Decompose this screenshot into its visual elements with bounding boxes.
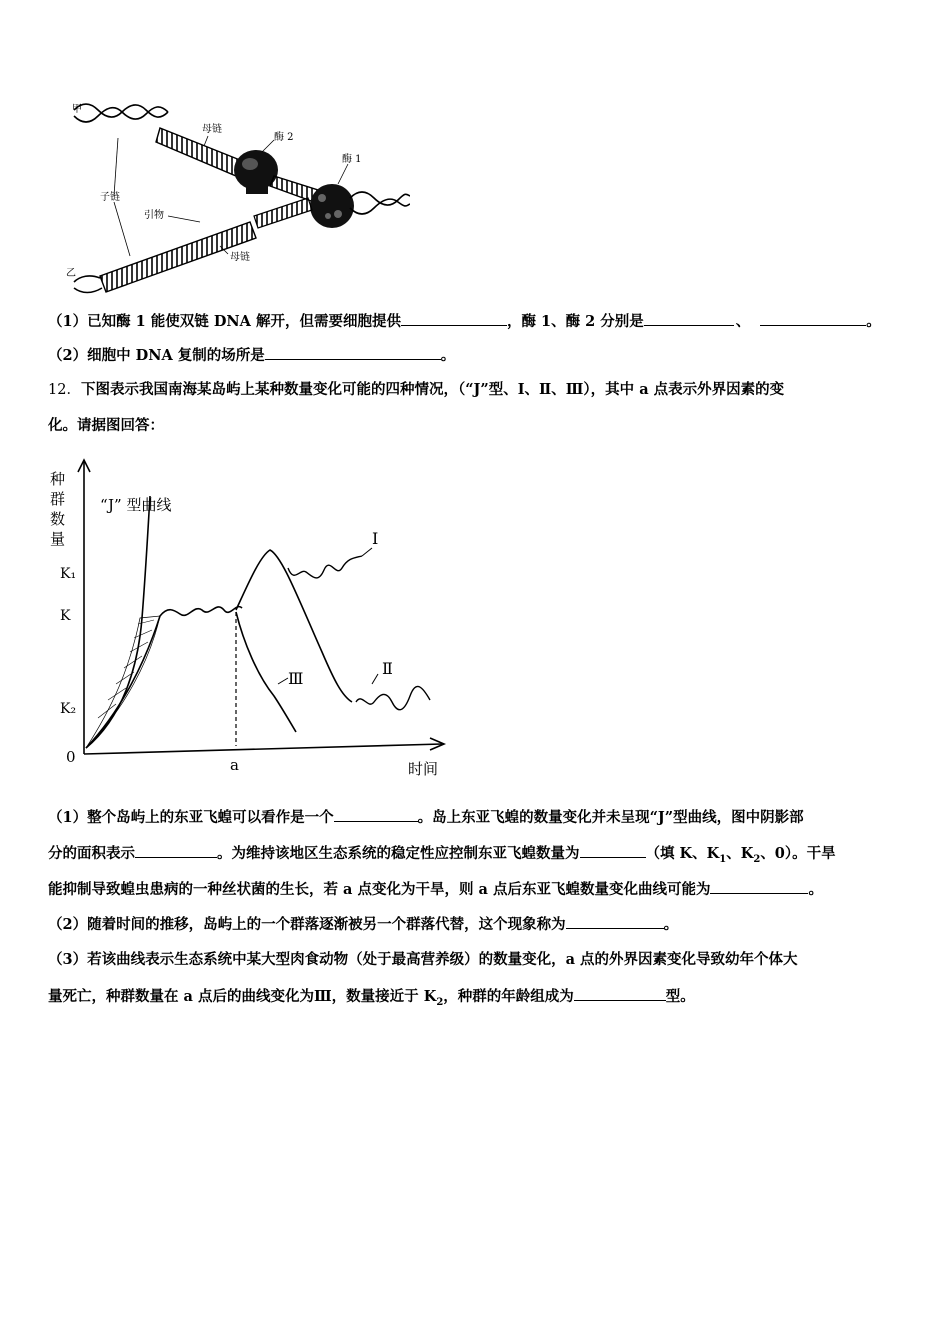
enzyme-2-shape (234, 150, 278, 194)
q11-part2: （2）细胞中 DNA 复制的场所是 。 (48, 347, 456, 364)
s-curve (86, 607, 242, 748)
helix-upper-left (74, 104, 168, 122)
q12-stem-line1: 12．下图表示我国南海某岛屿上某种数量变化可能的四种情况，（“J”型、Ⅰ、Ⅱ、Ⅲ），其中 a 点表示外界因素的变 (48, 381, 785, 398)
label-mother-strand-bottom: 母链 (230, 252, 250, 263)
tick-k2: K₂ (60, 701, 77, 717)
q12-stem-line2: 化。请据图回答： (48, 417, 164, 434)
q12-part3-line1: （3）若该曲线表示生态系统中某大型肉食动物（处于最高营养级）的数量变化，a 点的外界因素变化导致幼年个体大 (48, 951, 798, 968)
q12-part3-line2: 量死亡，种群数量在 a 点后的曲线变化为Ⅲ，数量接近于 $K_2$，种群的年龄组成为 型。 (48, 988, 695, 1008)
label-daughter-strand: 子链 (100, 192, 120, 203)
answer-blank[interactable] (710, 879, 808, 894)
curve-I-oscillation (288, 556, 362, 578)
j-curve (86, 496, 150, 748)
y-label-3: 数 (50, 510, 66, 528)
tick-k: K (60, 608, 71, 624)
origin-label: 0 (66, 748, 76, 766)
q12-part1-line3: 能抑制导致蝗虫患病的一种丝状菌的生长，若 a 点变化为干旱，则 a 点后东亚飞蝗数量变化曲线可能为 。 (48, 881, 823, 898)
y-label-2: 群 (50, 490, 66, 508)
answer-blank[interactable] (760, 311, 866, 326)
curve-III (236, 612, 296, 732)
q11-part1: （1）已知酶 1 能使双链 DNA 解开，但需要细胞提供 ，酶 1、酶 2 分别是 、 。 (48, 313, 881, 330)
a-point-label: a (230, 756, 239, 774)
answer-blank[interactable] (644, 311, 734, 326)
label-primer: 引物 (144, 210, 164, 221)
answer-blank[interactable] (135, 843, 217, 858)
q12-part1-line2: 分的面积表示 。为维持该地区生态系统的稳定性应控制东亚飞蝗数量为 （填 K、$K_1$、$K_2$、0）。干旱 (48, 845, 836, 865)
label-jia: 甲 (72, 104, 82, 115)
population-curve-figure (42, 448, 462, 783)
answer-blank[interactable] (574, 986, 666, 1001)
helix-right (350, 192, 410, 214)
label-curve-I: Ⅰ (372, 529, 379, 548)
enzyme-1-shape (310, 184, 354, 228)
label-yi: 乙 (66, 268, 76, 279)
curve-II-oscillation (356, 686, 430, 709)
j-curve-label: “J” 型曲线 (100, 496, 172, 514)
label-enzyme-2: 酶 2 (274, 132, 294, 143)
answer-blank[interactable] (566, 914, 664, 929)
lower-mother-strand (100, 198, 312, 292)
y-label-1: 种 (50, 470, 66, 488)
answer-blank[interactable] (334, 807, 418, 822)
q12-part1-line1: （1）整个岛屿上的东亚飞蝗可以看作是一个 。岛上东亚飞蝗的数量变化并未呈现“J”型曲线，图中阴影部 (48, 809, 804, 826)
answer-blank[interactable] (265, 345, 441, 360)
answer-blank[interactable] (580, 843, 646, 858)
answer-blank[interactable] (401, 311, 507, 326)
tick-k1: K₁ (60, 566, 77, 582)
q12-part2: （2）随着时间的推移，岛屿上的一个群落逐渐被另一个群落代替，这个现象称为 。 (48, 916, 679, 933)
label-enzyme-1: 酶 1 (342, 154, 362, 165)
x-label: 时间 (408, 760, 439, 778)
label-curve-III: Ⅲ (288, 669, 304, 688)
label-mother-strand-top: 母链 (202, 124, 222, 135)
dna-replication-figure (60, 98, 410, 296)
y-label-4: 量 (50, 530, 66, 548)
label-curve-II: Ⅱ (382, 659, 393, 678)
upper-mother-strand (156, 128, 240, 176)
shaded-area (86, 616, 160, 748)
